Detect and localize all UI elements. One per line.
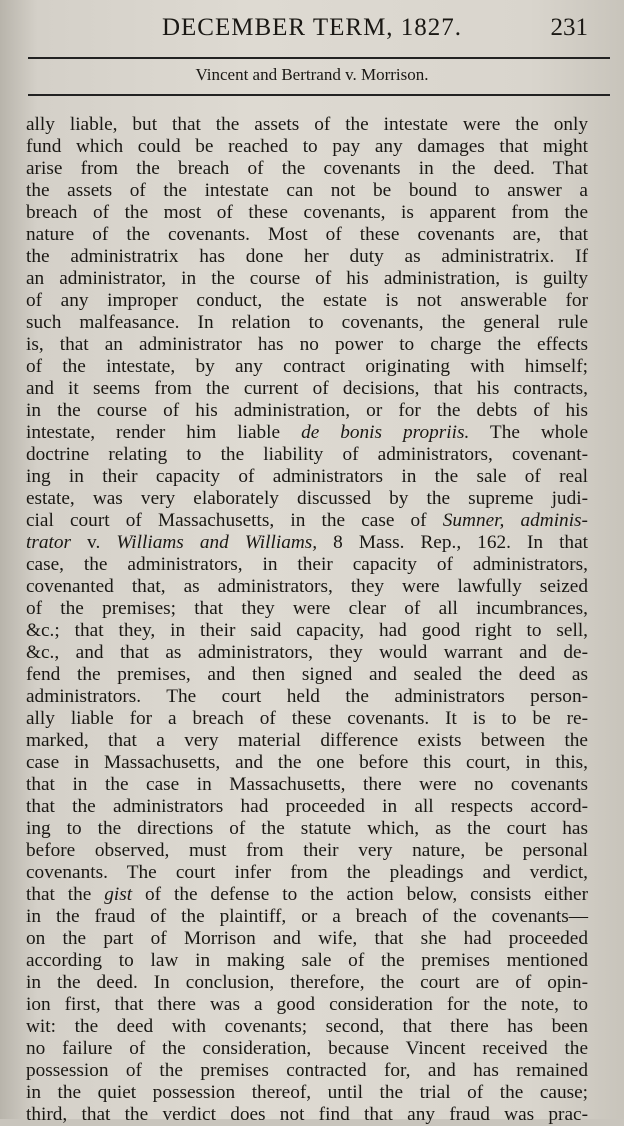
text-run: that the administrators had proceeded in all respects accord- <box>26 796 588 817</box>
text-run: marked, that a very material difference exists between the <box>26 730 588 751</box>
text-run: in the quiet possession thereof, until the trial of the cause; <box>26 1082 588 1103</box>
text-run: of the premises; that they were clear of all incumbrances, <box>26 598 588 619</box>
text-line <box>26 972 588 994</box>
italic-text: Sumner, adminis- <box>442 510 588 531</box>
italic-text: gist <box>104 884 133 905</box>
text-line <box>26 554 588 576</box>
text-line <box>26 400 588 422</box>
text-line <box>26 444 588 466</box>
text-run: covenants. The court infer from the pleadings and verdict, <box>26 862 588 883</box>
text-line <box>26 884 588 906</box>
text-line <box>26 114 588 136</box>
text-run: &c., and that as administrators, they would warrant and de- <box>26 642 588 663</box>
text-run: on the part of Morrison and wife, that she had proceeded <box>26 928 588 949</box>
text-run: of the intestate, by any contract originating with himself; <box>26 356 588 377</box>
text-line <box>26 818 588 840</box>
text-line <box>26 202 588 224</box>
text-run: The whole <box>469 422 588 443</box>
text-line <box>26 730 588 752</box>
text-line <box>26 246 588 268</box>
text-run: no failure of the consideration, because Vincent received the <box>26 1038 588 1059</box>
text-line <box>26 378 588 400</box>
text-line <box>26 642 588 664</box>
text-run: case in Massachusetts, and the one before this court, in this, <box>26 752 588 773</box>
text-line <box>26 950 588 972</box>
text-run: of the defense to the action below, consists either <box>132 884 589 905</box>
text-run: ing to the directions of the statute which, as the court has <box>26 818 588 839</box>
text-line <box>26 774 588 796</box>
header-rule-top <box>28 57 610 59</box>
text-line <box>26 158 588 180</box>
text-line <box>26 136 588 158</box>
body-text <box>26 114 588 1126</box>
text-run: possession of the premises contracted for, and has remained <box>26 1060 588 1081</box>
text-line <box>26 466 588 488</box>
text-line <box>26 334 588 356</box>
text-line <box>26 928 588 950</box>
text-run: covenanted that, as administrators, they were lawfully seized <box>26 576 588 597</box>
text-run: doctrine relating to the liability of administrators, covenant- <box>26 444 588 465</box>
text-line <box>26 532 588 554</box>
text-run: v. <box>71 532 117 553</box>
text-line <box>26 1038 588 1060</box>
running-title: DECEMBER TERM, 1827. <box>161 14 463 41</box>
text-line <box>26 1104 588 1126</box>
text-run: such malfeasance. In relation to covenants, the general rule <box>26 312 588 333</box>
text-line <box>26 862 588 884</box>
text-run: estate, was very elaborately discussed by the supreme judi- <box>26 488 588 509</box>
text-run: &c.; that they, in their said capacity, had good right to sell, <box>26 620 588 641</box>
text-run: cial court of Massachusetts, in the case of <box>26 510 443 531</box>
text-run: that in the case in Massachusetts, there were no covenants <box>26 774 588 795</box>
text-line <box>26 290 588 312</box>
text-run: ion first, that there was a good consideration for the note, to <box>26 994 588 1015</box>
text-run: in the deed. In conclusion, therefore, the court are of opin- <box>26 972 588 993</box>
text-run: breach of the most of these covenants, is apparent from the <box>26 202 588 223</box>
text-run: in the fraud of the plaintiff, or a breach of the covenants— <box>26 906 588 927</box>
text-line <box>26 598 588 620</box>
page-number: 231 <box>550 14 588 41</box>
text-line <box>26 224 588 246</box>
text-run: intestate, render him liable <box>26 422 302 443</box>
text-run: administrators. The court held the administrators person- <box>26 686 588 707</box>
text-run: third, that the verdict does not find that any fraud was prac- <box>26 1104 588 1125</box>
text-line <box>26 994 588 1016</box>
text-run: nature of the covenants. Most of these covenants are, that <box>26 224 588 245</box>
text-run: fund which could be reached to pay any damages that might <box>26 136 588 157</box>
running-head <box>0 10 624 50</box>
text-run: and it seems from the current of decisions, that his contracts, <box>26 378 588 399</box>
text-run: that the <box>26 884 105 905</box>
text-line <box>26 752 588 774</box>
italic-text: Williams and Williams, <box>116 532 318 553</box>
text-run: the administratrix has done her duty as administratrix. If <box>26 246 588 267</box>
text-run: 8 Mass. Rep., 162. In that <box>317 532 588 553</box>
text-line <box>26 664 588 686</box>
text-run: of any improper conduct, the estate is not answerable for <box>26 290 588 311</box>
text-run: is, that an administrator has no power to charge the effects <box>26 334 588 355</box>
text-line <box>26 1082 588 1104</box>
text-run: wit: the deed with covenants; second, that there has been <box>26 1016 588 1037</box>
text-run: fend the premises, and then signed and sealed the deed as <box>26 664 588 685</box>
text-line <box>26 686 588 708</box>
text-line <box>26 576 588 598</box>
text-line <box>26 906 588 928</box>
text-run: the assets of the intestate can not be bound to answer a <box>26 180 588 201</box>
text-line <box>26 268 588 290</box>
text-line <box>26 796 588 818</box>
text-line <box>26 422 588 444</box>
text-line <box>26 180 588 202</box>
text-run: ally liable, but that the assets of the intestate were the only <box>26 114 588 135</box>
case-title: Vincent and Bertrand v. Morrison. <box>195 65 429 84</box>
text-line <box>26 1016 588 1038</box>
text-line <box>26 312 588 334</box>
italic-text: de bonis propriis. <box>301 422 470 443</box>
text-line <box>26 708 588 730</box>
text-line <box>26 488 588 510</box>
header-rule-bottom <box>28 94 610 96</box>
text-line <box>26 620 588 642</box>
text-run: arise from the breach of the covenants in the deed. That <box>26 158 588 179</box>
text-run: ally liable for a breach of these covenants. It is to be re- <box>26 708 588 729</box>
text-run: according to law in making sale of the premises mentioned <box>26 950 588 971</box>
text-line <box>26 510 588 532</box>
text-line <box>26 840 588 862</box>
text-run: before observed, must from their very nature, be personal <box>26 840 588 861</box>
text-run: an administrator, in the course of his administration, is guilty <box>26 268 588 289</box>
italic-text: trator <box>26 532 72 553</box>
text-line <box>26 1060 588 1082</box>
text-run: case, the administrators, in their capacity of administrators, <box>26 554 588 575</box>
text-run: ing in their capacity of administrators in the sale of real <box>26 466 588 487</box>
text-line <box>26 356 588 378</box>
text-run: in the course of his administration, or for the debts of his <box>26 400 588 421</box>
